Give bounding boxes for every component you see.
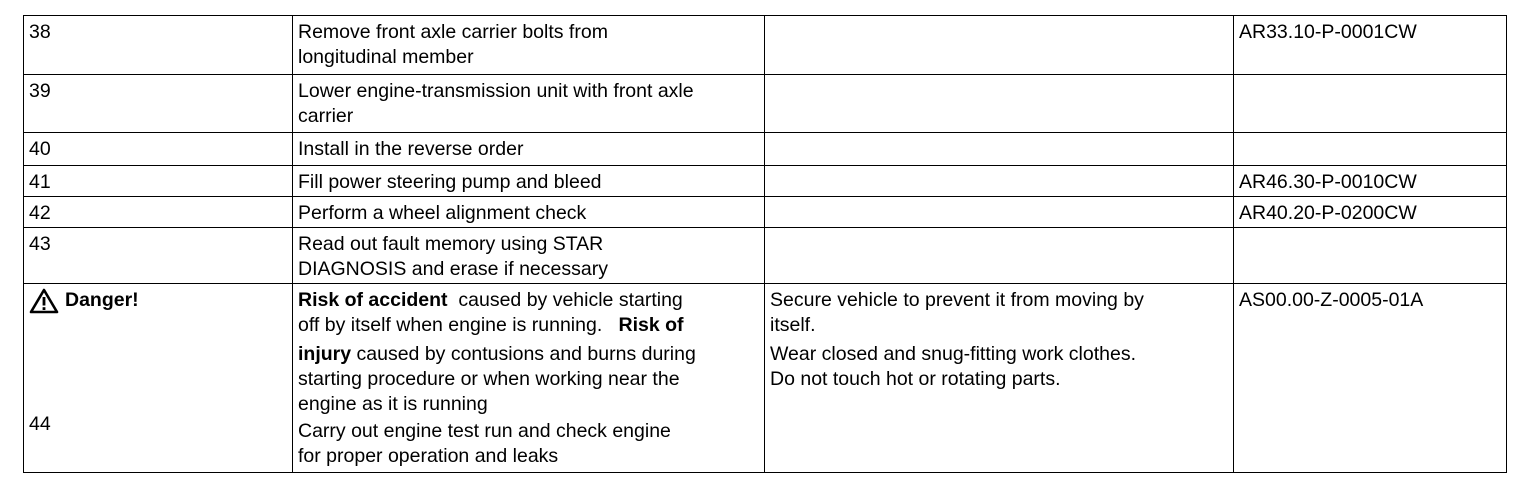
note-line: Secure vehicle to prevent it from moving by <box>770 289 1144 311</box>
hazard-text: off by itself when engine is running. <box>298 314 603 336</box>
step-notes <box>765 16 1234 75</box>
step-description <box>293 16 765 75</box>
hazard-accident-title: Risk of accident <box>298 289 448 311</box>
hazard-text: caused by vehicle starting <box>458 289 683 311</box>
step-notes <box>765 166 1234 197</box>
table-row <box>24 75 1507 133</box>
table-row <box>24 133 1507 166</box>
step-description <box>293 133 765 166</box>
step-description <box>293 284 765 473</box>
step-reference <box>1234 133 1507 166</box>
description-line: Read out fault memory using STAR <box>298 233 604 255</box>
description-line: DIAGNOSIS and erase if necessary <box>298 258 608 280</box>
table-row <box>24 228 1507 284</box>
step-reference: AR46.30-P-0010CW <box>1234 166 1507 197</box>
step-notes <box>765 197 1234 228</box>
description-line: Carry out engine test run and check engine <box>298 420 671 442</box>
hazard-text: caused by contusions and burns during <box>356 343 696 365</box>
warning-triangle-icon <box>29 288 59 314</box>
procedure-table <box>23 15 1507 473</box>
step-number: 40 <box>24 133 293 166</box>
step-reference <box>1234 228 1507 284</box>
step-description <box>293 75 765 133</box>
step-reference <box>1234 75 1507 133</box>
table-row <box>24 197 1507 228</box>
step-reference: AR40.20-P-0200CW <box>1234 197 1507 228</box>
hazard-line: engine as it is running <box>298 393 488 415</box>
hazard-injury-title: injury <box>298 343 352 365</box>
description-line: Remove front axle carrier bolts from <box>298 21 608 43</box>
step-notes <box>765 284 1234 473</box>
note-line: itself. <box>770 314 816 336</box>
step-description <box>293 166 765 197</box>
table-row <box>24 166 1507 197</box>
note-line: Wear closed and snug-fitting work clothes. <box>770 343 1136 365</box>
hazard-line <box>298 342 759 367</box>
step-description <box>293 197 765 228</box>
hazard-injury-title: Risk of <box>618 314 684 336</box>
hazard-line <box>298 288 759 313</box>
hazard-line: starting procedure or when working near the <box>298 368 680 390</box>
step-number: 38 <box>24 16 293 75</box>
step-number: 42 <box>24 197 293 228</box>
step-cell-danger <box>24 284 293 473</box>
description-line: Fill power steering pump and bleed <box>298 171 602 193</box>
description-line: Lower engine-transmission unit with front axle <box>298 80 694 102</box>
description-line: longitudinal member <box>298 46 474 68</box>
table-row <box>24 16 1507 75</box>
step-notes <box>765 75 1234 133</box>
step-notes <box>765 228 1234 284</box>
step-number: 43 <box>24 228 293 284</box>
step-reference: AS00.00-Z-0005-01A <box>1234 284 1507 473</box>
step-number: 39 <box>24 75 293 133</box>
step-notes <box>765 133 1234 166</box>
step-number: 41 <box>24 166 293 197</box>
note-line: Do not touch hot or rotating parts. <box>770 368 1061 390</box>
step-reference: AR33.10-P-0001CW <box>1234 16 1507 75</box>
step-description <box>293 228 765 284</box>
description-line: for proper operation and leaks <box>298 445 559 467</box>
description-line: Perform a wheel alignment check <box>298 202 587 224</box>
danger-label <box>29 288 287 313</box>
description-line: Install in the reverse order <box>298 138 524 160</box>
danger-text: Danger! <box>65 289 139 311</box>
hazard-line <box>298 313 759 338</box>
description-line: carrier <box>298 105 354 127</box>
step-number: 44 <box>29 413 51 435</box>
danger-row <box>24 284 1507 473</box>
